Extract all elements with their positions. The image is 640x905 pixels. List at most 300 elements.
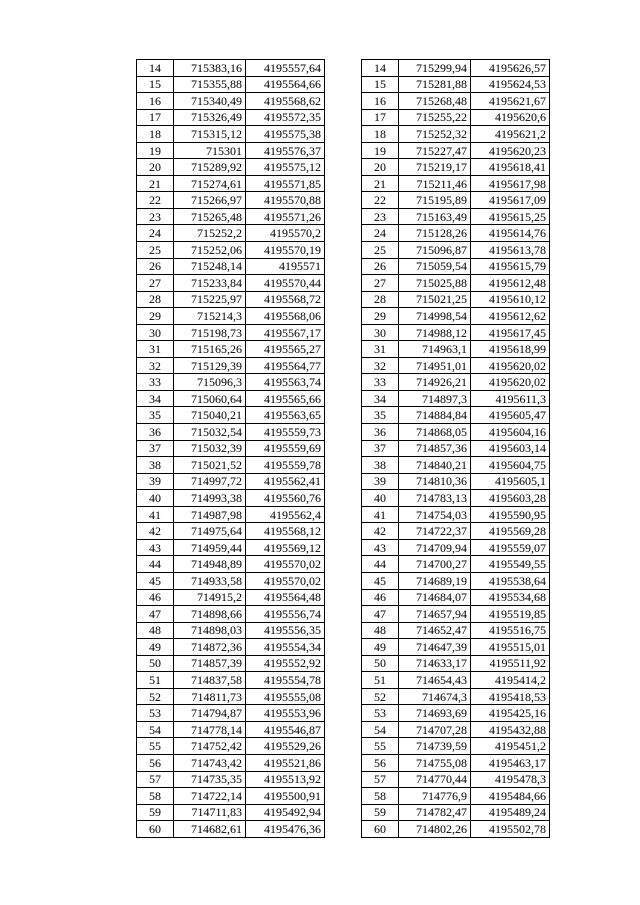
y-coordinate-cell: 4195618,99 xyxy=(471,341,550,358)
table-row xyxy=(362,407,550,424)
x-coordinate-cell: 714898,66 xyxy=(174,606,246,623)
x-coordinate-cell: 715040,21 xyxy=(174,407,246,424)
y-coordinate-cell: 4195571,85 xyxy=(246,175,325,192)
x-coordinate-cell: 715248,14 xyxy=(174,258,246,275)
y-coordinate-cell: 4195553,96 xyxy=(246,705,325,722)
point-number-cell: 50 xyxy=(137,655,174,672)
point-number-cell: 58 xyxy=(362,788,399,805)
coordinates-table-right-body xyxy=(362,60,550,838)
x-coordinate-cell: 715252,32 xyxy=(399,126,471,143)
x-coordinate-cell: 714739,59 xyxy=(399,738,471,755)
table-row xyxy=(362,821,550,838)
y-coordinate-cell: 4195569,12 xyxy=(246,539,325,556)
x-coordinate-cell: 715383,16 xyxy=(174,60,246,77)
point-number-cell: 24 xyxy=(362,225,399,242)
y-coordinate-cell: 4195570,2 xyxy=(246,225,325,242)
x-coordinate-cell: 714915,2 xyxy=(174,589,246,606)
point-number-cell: 14 xyxy=(362,60,399,77)
y-coordinate-cell: 4195567,17 xyxy=(246,324,325,341)
table-row xyxy=(362,572,550,589)
y-coordinate-cell: 4195626,57 xyxy=(471,60,550,77)
point-number-cell: 32 xyxy=(362,357,399,374)
y-coordinate-cell: 4195500,91 xyxy=(246,788,325,805)
point-number-cell: 16 xyxy=(137,93,174,110)
y-coordinate-cell: 4195559,73 xyxy=(246,424,325,441)
x-coordinate-cell: 715252,2 xyxy=(174,225,246,242)
y-coordinate-cell: 4195554,34 xyxy=(246,639,325,656)
table-row xyxy=(362,308,550,325)
x-coordinate-cell: 714948,89 xyxy=(174,556,246,573)
y-coordinate-cell: 4195618,41 xyxy=(471,159,550,176)
x-coordinate-cell: 715255,22 xyxy=(399,109,471,126)
point-number-cell: 58 xyxy=(137,788,174,805)
y-coordinate-cell: 4195620,23 xyxy=(471,142,550,159)
x-coordinate-cell: 715281,88 xyxy=(399,76,471,93)
y-coordinate-cell: 4195560,76 xyxy=(246,490,325,507)
x-coordinate-cell: 715060,64 xyxy=(174,390,246,407)
x-coordinate-cell: 715340,49 xyxy=(174,93,246,110)
table-row xyxy=(137,407,325,424)
coordinates-table-left-body xyxy=(137,60,325,838)
point-number-cell: 28 xyxy=(362,291,399,308)
table-row xyxy=(137,390,325,407)
x-coordinate-cell: 715129,39 xyxy=(174,357,246,374)
point-number-cell: 25 xyxy=(137,242,174,259)
table-row xyxy=(137,738,325,755)
table-row xyxy=(137,754,325,771)
point-number-cell: 38 xyxy=(362,457,399,474)
y-coordinate-cell: 4195478,3 xyxy=(471,771,550,788)
y-coordinate-cell: 4195564,77 xyxy=(246,357,325,374)
point-number-cell: 57 xyxy=(362,771,399,788)
table-row xyxy=(362,539,550,556)
point-number-cell: 35 xyxy=(137,407,174,424)
point-number-cell: 54 xyxy=(362,721,399,738)
x-coordinate-cell: 714782,47 xyxy=(399,804,471,821)
table-row xyxy=(137,788,325,805)
x-coordinate-cell: 715252,06 xyxy=(174,242,246,259)
point-number-cell: 18 xyxy=(137,126,174,143)
y-coordinate-cell: 4195556,74 xyxy=(246,606,325,623)
table-row xyxy=(137,440,325,457)
point-number-cell: 41 xyxy=(362,506,399,523)
point-number-cell: 49 xyxy=(362,639,399,656)
y-coordinate-cell: 4195612,48 xyxy=(471,275,550,292)
point-number-cell: 56 xyxy=(137,754,174,771)
x-coordinate-cell: 715163,49 xyxy=(399,208,471,225)
y-coordinate-cell: 4195621,67 xyxy=(471,93,550,110)
x-coordinate-cell: 714722,14 xyxy=(174,788,246,805)
y-coordinate-cell: 4195563,74 xyxy=(246,374,325,391)
table-row xyxy=(137,308,325,325)
x-coordinate-cell: 715227,47 xyxy=(399,142,471,159)
point-number-cell: 30 xyxy=(362,324,399,341)
x-coordinate-cell: 714794,87 xyxy=(174,705,246,722)
table-row xyxy=(137,506,325,523)
point-number-cell: 42 xyxy=(362,523,399,540)
y-coordinate-cell: 4195418,53 xyxy=(471,688,550,705)
y-coordinate-cell: 4195570,02 xyxy=(246,556,325,573)
table-row xyxy=(362,93,550,110)
y-coordinate-cell: 4195617,45 xyxy=(471,324,550,341)
table-row xyxy=(362,242,550,259)
point-number-cell: 32 xyxy=(137,357,174,374)
point-number-cell: 15 xyxy=(137,76,174,93)
y-coordinate-cell: 4195570,44 xyxy=(246,275,325,292)
table-row xyxy=(362,324,550,341)
point-number-cell: 40 xyxy=(362,490,399,507)
table-row xyxy=(362,705,550,722)
x-coordinate-cell: 714711,83 xyxy=(174,804,246,821)
y-coordinate-cell: 4195570,02 xyxy=(246,572,325,589)
y-coordinate-cell: 4195575,12 xyxy=(246,159,325,176)
point-number-cell: 30 xyxy=(137,324,174,341)
point-number-cell: 46 xyxy=(362,589,399,606)
y-coordinate-cell: 4195559,78 xyxy=(246,457,325,474)
y-coordinate-cell: 4195511,92 xyxy=(471,655,550,672)
x-coordinate-cell: 714857,36 xyxy=(399,440,471,457)
table-row xyxy=(362,208,550,225)
y-coordinate-cell: 4195476,36 xyxy=(246,821,325,838)
table-row xyxy=(137,126,325,143)
y-coordinate-cell: 4195568,06 xyxy=(246,308,325,325)
y-coordinate-cell: 4195604,16 xyxy=(471,424,550,441)
x-coordinate-cell: 715219,17 xyxy=(399,159,471,176)
point-number-cell: 44 xyxy=(137,556,174,573)
table-row xyxy=(137,556,325,573)
x-coordinate-cell: 715225,97 xyxy=(174,291,246,308)
point-number-cell: 43 xyxy=(362,539,399,556)
x-coordinate-cell: 715211,46 xyxy=(399,175,471,192)
y-coordinate-cell: 4195562,4 xyxy=(246,506,325,523)
table-row xyxy=(362,473,550,490)
point-number-cell: 18 xyxy=(362,126,399,143)
table-row xyxy=(137,705,325,722)
table-row xyxy=(137,175,325,192)
table-row xyxy=(362,291,550,308)
point-number-cell: 60 xyxy=(362,821,399,838)
y-coordinate-cell: 4195552,92 xyxy=(246,655,325,672)
table-row xyxy=(137,490,325,507)
table-row xyxy=(137,192,325,209)
y-coordinate-cell: 4195605,1 xyxy=(471,473,550,490)
table-row xyxy=(362,622,550,639)
point-number-cell: 31 xyxy=(137,341,174,358)
y-coordinate-cell: 4195568,62 xyxy=(246,93,325,110)
x-coordinate-cell: 714652,47 xyxy=(399,622,471,639)
point-number-cell: 41 xyxy=(137,506,174,523)
point-number-cell: 22 xyxy=(362,192,399,209)
point-number-cell: 40 xyxy=(137,490,174,507)
y-coordinate-cell: 4195615,79 xyxy=(471,258,550,275)
x-coordinate-cell: 714755,08 xyxy=(399,754,471,771)
y-coordinate-cell: 4195571,26 xyxy=(246,208,325,225)
x-coordinate-cell: 714682,61 xyxy=(174,821,246,838)
point-number-cell: 36 xyxy=(137,424,174,441)
x-coordinate-cell: 714810,36 xyxy=(399,473,471,490)
table-row xyxy=(137,275,325,292)
y-coordinate-cell: 4195432,88 xyxy=(471,721,550,738)
x-coordinate-cell: 714709,94 xyxy=(399,539,471,556)
table-row xyxy=(362,60,550,77)
table-row xyxy=(362,506,550,523)
point-number-cell: 21 xyxy=(137,175,174,192)
table-row xyxy=(362,258,550,275)
x-coordinate-cell: 714674,3 xyxy=(399,688,471,705)
y-coordinate-cell: 4195617,09 xyxy=(471,192,550,209)
x-coordinate-cell: 715025,88 xyxy=(399,275,471,292)
table-row xyxy=(362,457,550,474)
y-coordinate-cell: 4195572,35 xyxy=(246,109,325,126)
x-coordinate-cell: 715096,3 xyxy=(174,374,246,391)
x-coordinate-cell: 714857,39 xyxy=(174,655,246,672)
point-number-cell: 52 xyxy=(137,688,174,705)
table-row xyxy=(362,175,550,192)
y-coordinate-cell: 4195610,12 xyxy=(471,291,550,308)
table-row xyxy=(137,622,325,639)
point-number-cell: 37 xyxy=(362,440,399,457)
x-coordinate-cell: 714776,9 xyxy=(399,788,471,805)
x-coordinate-cell: 714802,26 xyxy=(399,821,471,838)
point-number-cell: 49 xyxy=(137,639,174,656)
x-coordinate-cell: 715299,94 xyxy=(399,60,471,77)
table-row xyxy=(137,225,325,242)
table-row xyxy=(137,242,325,259)
x-coordinate-cell: 715214,3 xyxy=(174,308,246,325)
y-coordinate-cell: 4195603,28 xyxy=(471,490,550,507)
table-row xyxy=(137,291,325,308)
y-coordinate-cell: 4195570,19 xyxy=(246,242,325,259)
x-coordinate-cell: 715032,54 xyxy=(174,424,246,441)
x-coordinate-cell: 714735,35 xyxy=(174,771,246,788)
x-coordinate-cell: 714700,27 xyxy=(399,556,471,573)
table-row xyxy=(137,93,325,110)
x-coordinate-cell: 715315,12 xyxy=(174,126,246,143)
x-coordinate-cell: 714926,21 xyxy=(399,374,471,391)
table-row xyxy=(137,572,325,589)
table-row xyxy=(137,821,325,838)
x-coordinate-cell: 714868,05 xyxy=(399,424,471,441)
table-row xyxy=(137,606,325,623)
point-number-cell: 60 xyxy=(137,821,174,838)
table-row xyxy=(362,109,550,126)
point-number-cell: 29 xyxy=(362,308,399,325)
x-coordinate-cell: 715128,26 xyxy=(399,225,471,242)
x-coordinate-cell: 714884,84 xyxy=(399,407,471,424)
y-coordinate-cell: 4195521,86 xyxy=(246,754,325,771)
y-coordinate-cell: 4195575,38 xyxy=(246,126,325,143)
table-row xyxy=(362,771,550,788)
y-coordinate-cell: 4195570,88 xyxy=(246,192,325,209)
x-coordinate-cell: 714997,72 xyxy=(174,473,246,490)
point-number-cell: 48 xyxy=(362,622,399,639)
table-row xyxy=(362,126,550,143)
y-coordinate-cell: 4195559,07 xyxy=(471,539,550,556)
x-coordinate-cell: 714963,1 xyxy=(399,341,471,358)
table-row xyxy=(137,771,325,788)
x-coordinate-cell: 714647,39 xyxy=(399,639,471,656)
y-coordinate-cell: 4195546,87 xyxy=(246,721,325,738)
y-coordinate-cell: 4195614,76 xyxy=(471,225,550,242)
point-number-cell: 24 xyxy=(137,225,174,242)
x-coordinate-cell: 714654,43 xyxy=(399,672,471,689)
table-row xyxy=(362,341,550,358)
table-row xyxy=(137,539,325,556)
x-coordinate-cell: 715268,48 xyxy=(399,93,471,110)
table-row xyxy=(137,374,325,391)
point-number-cell: 53 xyxy=(137,705,174,722)
x-coordinate-cell: 714811,73 xyxy=(174,688,246,705)
table-row xyxy=(362,76,550,93)
x-coordinate-cell: 714633,17 xyxy=(399,655,471,672)
x-coordinate-cell: 714689,19 xyxy=(399,572,471,589)
y-coordinate-cell: 4195603,14 xyxy=(471,440,550,457)
table-row xyxy=(362,192,550,209)
point-number-cell: 47 xyxy=(137,606,174,623)
point-number-cell: 42 xyxy=(137,523,174,540)
table-row xyxy=(137,523,325,540)
y-coordinate-cell: 4195549,55 xyxy=(471,556,550,573)
table-row xyxy=(137,109,325,126)
point-number-cell: 20 xyxy=(362,159,399,176)
x-coordinate-cell: 714987,98 xyxy=(174,506,246,523)
x-coordinate-cell: 714988,12 xyxy=(399,324,471,341)
y-coordinate-cell: 4195576,37 xyxy=(246,142,325,159)
point-number-cell: 22 xyxy=(137,192,174,209)
y-coordinate-cell: 4195569,28 xyxy=(471,523,550,540)
x-coordinate-cell: 714657,94 xyxy=(399,606,471,623)
point-number-cell: 59 xyxy=(362,804,399,821)
x-coordinate-cell: 714778,14 xyxy=(174,721,246,738)
point-number-cell: 51 xyxy=(362,672,399,689)
point-number-cell: 23 xyxy=(137,208,174,225)
table-row xyxy=(137,76,325,93)
point-number-cell: 55 xyxy=(137,738,174,755)
point-number-cell: 27 xyxy=(137,275,174,292)
table-row xyxy=(137,208,325,225)
table-row xyxy=(137,639,325,656)
y-coordinate-cell: 4195555,08 xyxy=(246,688,325,705)
y-coordinate-cell: 4195492,94 xyxy=(246,804,325,821)
point-number-cell: 16 xyxy=(362,93,399,110)
y-coordinate-cell: 4195621,2 xyxy=(471,126,550,143)
y-coordinate-cell: 4195516,75 xyxy=(471,622,550,639)
point-number-cell: 27 xyxy=(362,275,399,292)
y-coordinate-cell: 4195605,47 xyxy=(471,407,550,424)
y-coordinate-cell: 4195559,69 xyxy=(246,440,325,457)
table-row xyxy=(362,738,550,755)
y-coordinate-cell: 4195617,98 xyxy=(471,175,550,192)
x-coordinate-cell: 715233,84 xyxy=(174,275,246,292)
table-row xyxy=(362,440,550,457)
point-number-cell: 17 xyxy=(137,109,174,126)
y-coordinate-cell: 4195590,95 xyxy=(471,506,550,523)
y-coordinate-cell: 4195565,66 xyxy=(246,390,325,407)
point-number-cell: 34 xyxy=(137,390,174,407)
x-coordinate-cell: 714837,58 xyxy=(174,672,246,689)
table-row xyxy=(362,490,550,507)
point-number-cell: 48 xyxy=(137,622,174,639)
point-number-cell: 47 xyxy=(362,606,399,623)
table-row xyxy=(362,589,550,606)
table-row xyxy=(362,390,550,407)
y-coordinate-cell: 4195568,12 xyxy=(246,523,325,540)
y-coordinate-cell: 4195425,16 xyxy=(471,705,550,722)
x-coordinate-cell: 714840,21 xyxy=(399,457,471,474)
y-coordinate-cell: 4195624,53 xyxy=(471,76,550,93)
point-number-cell: 19 xyxy=(362,142,399,159)
x-coordinate-cell: 714872,36 xyxy=(174,639,246,656)
y-coordinate-cell: 4195484,66 xyxy=(471,788,550,805)
point-number-cell: 29 xyxy=(137,308,174,325)
y-coordinate-cell: 4195613,78 xyxy=(471,242,550,259)
x-coordinate-cell: 715165,26 xyxy=(174,341,246,358)
x-coordinate-cell: 715301 xyxy=(174,142,246,159)
table-row xyxy=(362,754,550,771)
table-row xyxy=(137,159,325,176)
point-number-cell: 26 xyxy=(362,258,399,275)
point-number-cell: 54 xyxy=(137,721,174,738)
y-coordinate-cell: 4195489,24 xyxy=(471,804,550,821)
point-number-cell: 15 xyxy=(362,76,399,93)
point-number-cell: 45 xyxy=(137,572,174,589)
table-row xyxy=(137,804,325,821)
x-coordinate-cell: 714743,42 xyxy=(174,754,246,771)
x-coordinate-cell: 715326,49 xyxy=(174,109,246,126)
table-row xyxy=(137,473,325,490)
y-coordinate-cell: 4195564,48 xyxy=(246,589,325,606)
table-row xyxy=(137,324,325,341)
y-coordinate-cell: 4195463,17 xyxy=(471,754,550,771)
point-number-cell: 17 xyxy=(362,109,399,126)
y-coordinate-cell: 4195502,78 xyxy=(471,821,550,838)
y-coordinate-cell: 4195571 xyxy=(246,258,325,275)
table-row xyxy=(362,639,550,656)
table-row xyxy=(362,788,550,805)
y-coordinate-cell: 4195564,66 xyxy=(246,76,325,93)
y-coordinate-cell: 4195519,85 xyxy=(471,606,550,623)
x-coordinate-cell: 714998,54 xyxy=(399,308,471,325)
x-coordinate-cell: 714783,13 xyxy=(399,490,471,507)
y-coordinate-cell: 4195557,64 xyxy=(246,60,325,77)
table-row xyxy=(362,721,550,738)
point-number-cell: 37 xyxy=(137,440,174,457)
x-coordinate-cell: 714898,03 xyxy=(174,622,246,639)
x-coordinate-cell: 715289,92 xyxy=(174,159,246,176)
x-coordinate-cell: 714707,28 xyxy=(399,721,471,738)
x-coordinate-cell: 714933,58 xyxy=(174,572,246,589)
point-number-cell: 28 xyxy=(137,291,174,308)
x-coordinate-cell: 714693,69 xyxy=(399,705,471,722)
table-row xyxy=(362,556,550,573)
point-number-cell: 57 xyxy=(137,771,174,788)
y-coordinate-cell: 4195612,62 xyxy=(471,308,550,325)
x-coordinate-cell: 715198,73 xyxy=(174,324,246,341)
y-coordinate-cell: 4195620,02 xyxy=(471,357,550,374)
x-coordinate-cell: 714754,03 xyxy=(399,506,471,523)
point-number-cell: 21 xyxy=(362,175,399,192)
x-coordinate-cell: 714684,07 xyxy=(399,589,471,606)
y-coordinate-cell: 4195562,41 xyxy=(246,473,325,490)
x-coordinate-cell: 714722,37 xyxy=(399,523,471,540)
coordinates-table-left xyxy=(136,59,325,838)
table-row xyxy=(362,672,550,689)
y-coordinate-cell: 4195515,01 xyxy=(471,639,550,656)
point-number-cell: 25 xyxy=(362,242,399,259)
table-row xyxy=(362,606,550,623)
table-row xyxy=(137,457,325,474)
point-number-cell: 33 xyxy=(137,374,174,391)
